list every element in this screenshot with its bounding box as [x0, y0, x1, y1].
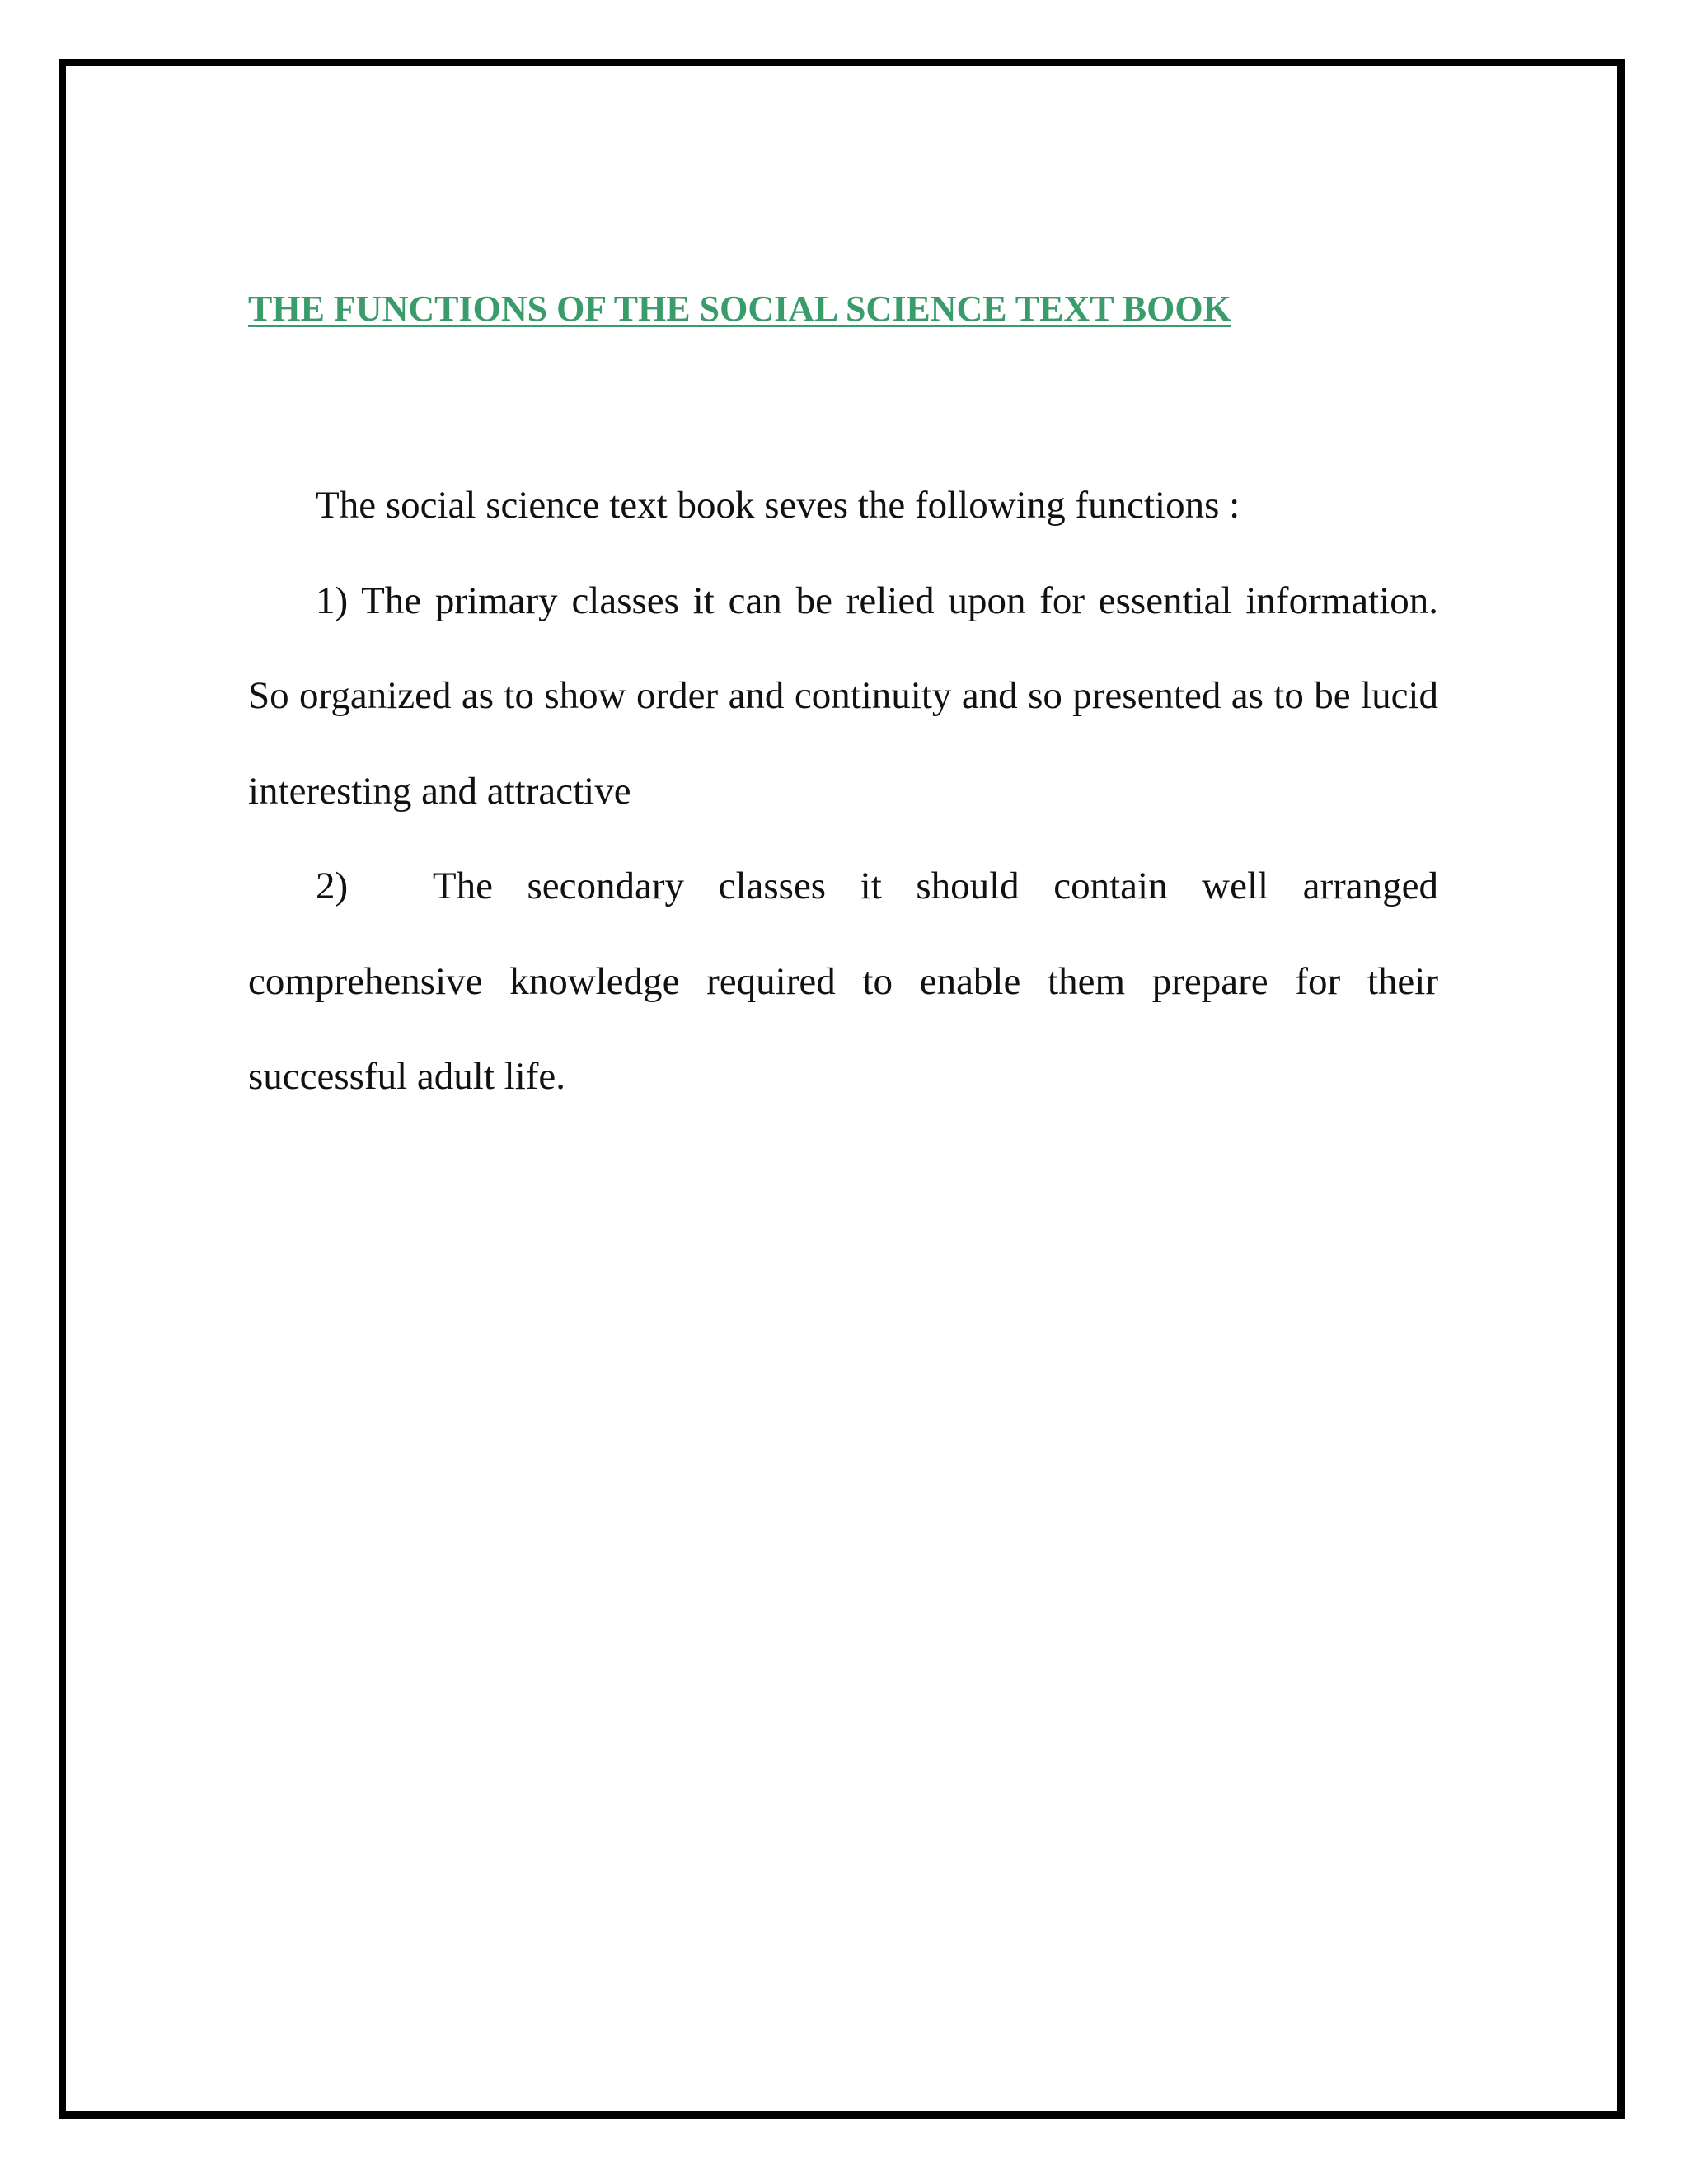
document-body [248, 458, 1438, 1125]
list-item-1-text: The primary classes it can be relied upon for essential information. So organized as to show order and continuity and so presented as to be lucid interesting and attractive [248, 579, 1439, 813]
list-item-1 [248, 554, 1438, 840]
list-item-2-text: The secondary classes it should contain well arranged comprehensive knowledge required to enable them prepare for their successful adult life. [248, 865, 1438, 1098]
list-item-1-number: 1) [316, 579, 349, 622]
list-item-2 [248, 839, 1438, 1125]
document-heading: THE FUNCTIONS OF THE SOCIAL SCIENCE TEXT BOOK [248, 288, 1231, 329]
intro-paragraph: The social science text book seves the following functions : [316, 484, 1240, 527]
list-item-2-number: 2) [316, 865, 349, 907]
